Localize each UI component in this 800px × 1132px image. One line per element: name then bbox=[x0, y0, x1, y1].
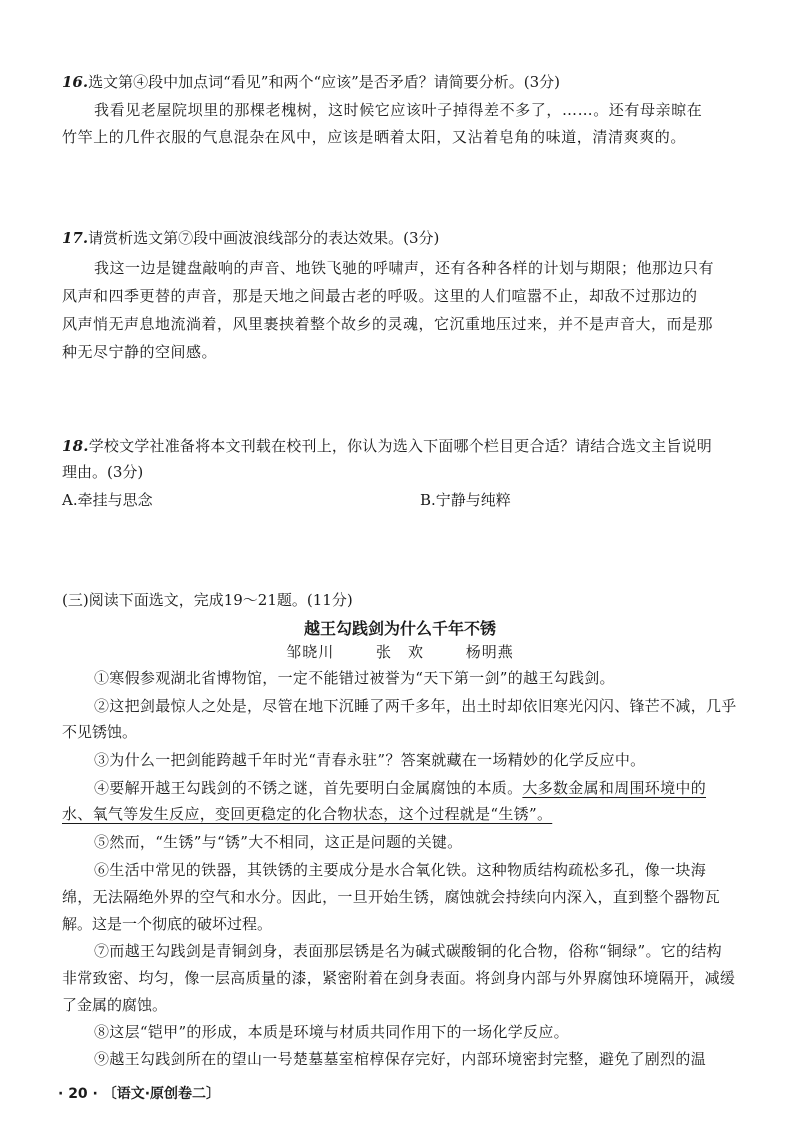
q16-stem bbox=[62, 72, 560, 92]
paragraph-6-line-2: 绵，无法隔绝外界的空气和水分。因此，一旦开始生锈，腐蚀就会持续向内深入，直到整个器物瓦 bbox=[62, 888, 720, 906]
paragraph-5: ⑤然而，“生锈”与“锈”大不相同，这正是问题的关键。 bbox=[94, 833, 463, 851]
paragraph-4-text: ④要解开越王勾践剑的不锈之谜，首先要明白金属腐蚀的本质。 bbox=[94, 779, 523, 797]
q17-stem bbox=[62, 228, 439, 248]
q18-option-b: B.宁静与纯粹 bbox=[420, 491, 511, 509]
article-title: 越王勾践剑为什么千年不锈 bbox=[303, 619, 496, 638]
paragraph-9: ⑨越王勾践剑所在的望山一号楚墓墓室棺椁保存完好，内部环境密封完整，避免了剧烈的温 bbox=[94, 1050, 707, 1068]
q16-stem-text: 选文第④段中加点词“看见”和两个“应该”是否矛盾？请简要分析。(3分) bbox=[88, 73, 561, 91]
paragraph-3: ③为什么一把剑能跨越千年时光“青春永驻”？答案就藏在一场精妙的化学反应中。 bbox=[94, 751, 646, 769]
paragraph-7-line-1: ⑦而越王勾践剑是青铜剑身，表面那层锈是名为碱式碳酸铜的化合物，俗称“铜绿”。它的结构 bbox=[94, 942, 722, 960]
q18-stem-text: 学校文学社准备将本文刊载在校刊上，你认为选入下面哪个栏目更合适？请结合选文主旨说明 bbox=[88, 437, 712, 455]
paragraph-7-line-3: 了金属的腐蚀。 bbox=[62, 996, 168, 1014]
paragraph-2-line-1: ②这把剑最惊人之处是，尽管在地下沉睡了两千多年，出土时却依旧寒光闪闪、锋芒不减，几乎 bbox=[94, 697, 737, 715]
q17-quote-line-2: 风声和四季更替的声音，那是天地之间最古老的呼吸。这里的人们喧嚣不止，却敌不过那边的 bbox=[62, 287, 698, 305]
paragraph-4-underlined: 大多数金属和周围环境中的 bbox=[522, 779, 707, 797]
q17-quote-line-4: 种无尽宁静的空间感。 bbox=[62, 343, 218, 361]
article-authors bbox=[0, 641, 800, 662]
paragraph-1: ①寒假参观湖北省博物馆，一定不能错过被誉为“天下第一剑”的越王勾践剑。 bbox=[94, 669, 615, 687]
paragraph-2-line-2: 不见锈蚀。 bbox=[62, 723, 138, 741]
author-2: 张 欢 bbox=[375, 643, 424, 661]
author-3: 杨明燕 bbox=[465, 643, 514, 661]
author-1: 邹晓川 bbox=[286, 643, 335, 661]
paragraph-4-line-2-underlined: 水、氧气等发生反应，变回更稳定的化合物状态，这个过程就是“生锈”。 bbox=[62, 805, 553, 823]
page-footer: · 20 · 〔语文·原创卷二〕 bbox=[58, 1086, 221, 1102]
paragraph-6-line-3: 解。这是一个彻底的破坏过程。 bbox=[62, 915, 273, 933]
section3-intro: (三)阅读下面选文，完成19～21题。(11分) bbox=[62, 591, 353, 609]
q16-number: 16. bbox=[62, 73, 89, 91]
q17-quote-line-1: 我这一边是键盘敲响的声音、地铁飞驰的呼啸声，还有各种各样的计划与期限；他那边只有 bbox=[94, 259, 715, 277]
q16-quote-line-1: 我看见老屋院坝里的那棵老槐树，这时候它应该叶子掉得差不多了，……。还有母亲晾在 bbox=[94, 101, 703, 119]
paragraph-4-line-1 bbox=[94, 778, 706, 798]
q18-number: 18. bbox=[62, 437, 89, 455]
q18-stem-line-1 bbox=[62, 436, 712, 456]
q17-stem-text: 请赏析选文第⑦段中画波浪线部分的表达效果。(3分) bbox=[88, 229, 440, 247]
q18-stem-line-2: 理由。(3分) bbox=[62, 463, 144, 481]
q18-option-a: A.牵挂与思念 bbox=[62, 491, 153, 509]
paragraph-8: ⑧这层“铠甲”的形成，本质是环境与材质共同作用下的一场化学反应。 bbox=[94, 1023, 569, 1041]
q16-quote-line-2: 竹竿上的几件衣服的气息混杂在风中，应该是晒着太阳，又沾着皂角的味道，清清爽爽的。 bbox=[62, 128, 687, 146]
q17-number: 17. bbox=[62, 229, 89, 247]
q17-quote-line-3: 风声悄无声息地流淌着，风里裹挟着整个故乡的灵魂，它沉重地压过来，并不是声音大，而是那 bbox=[62, 315, 714, 333]
paragraph-6-line-1: ⑥生活中常见的铁器，其铁锈的主要成分是水合氧化铁。这种物质结构疏松多孔，像一块海 bbox=[94, 861, 707, 879]
paragraph-7-line-2: 非常致密、均匀，像一层高质量的漆，紧密附着在剑身表面。将剑身内部与外界腐蚀环境隔开，减缓 bbox=[62, 969, 736, 987]
